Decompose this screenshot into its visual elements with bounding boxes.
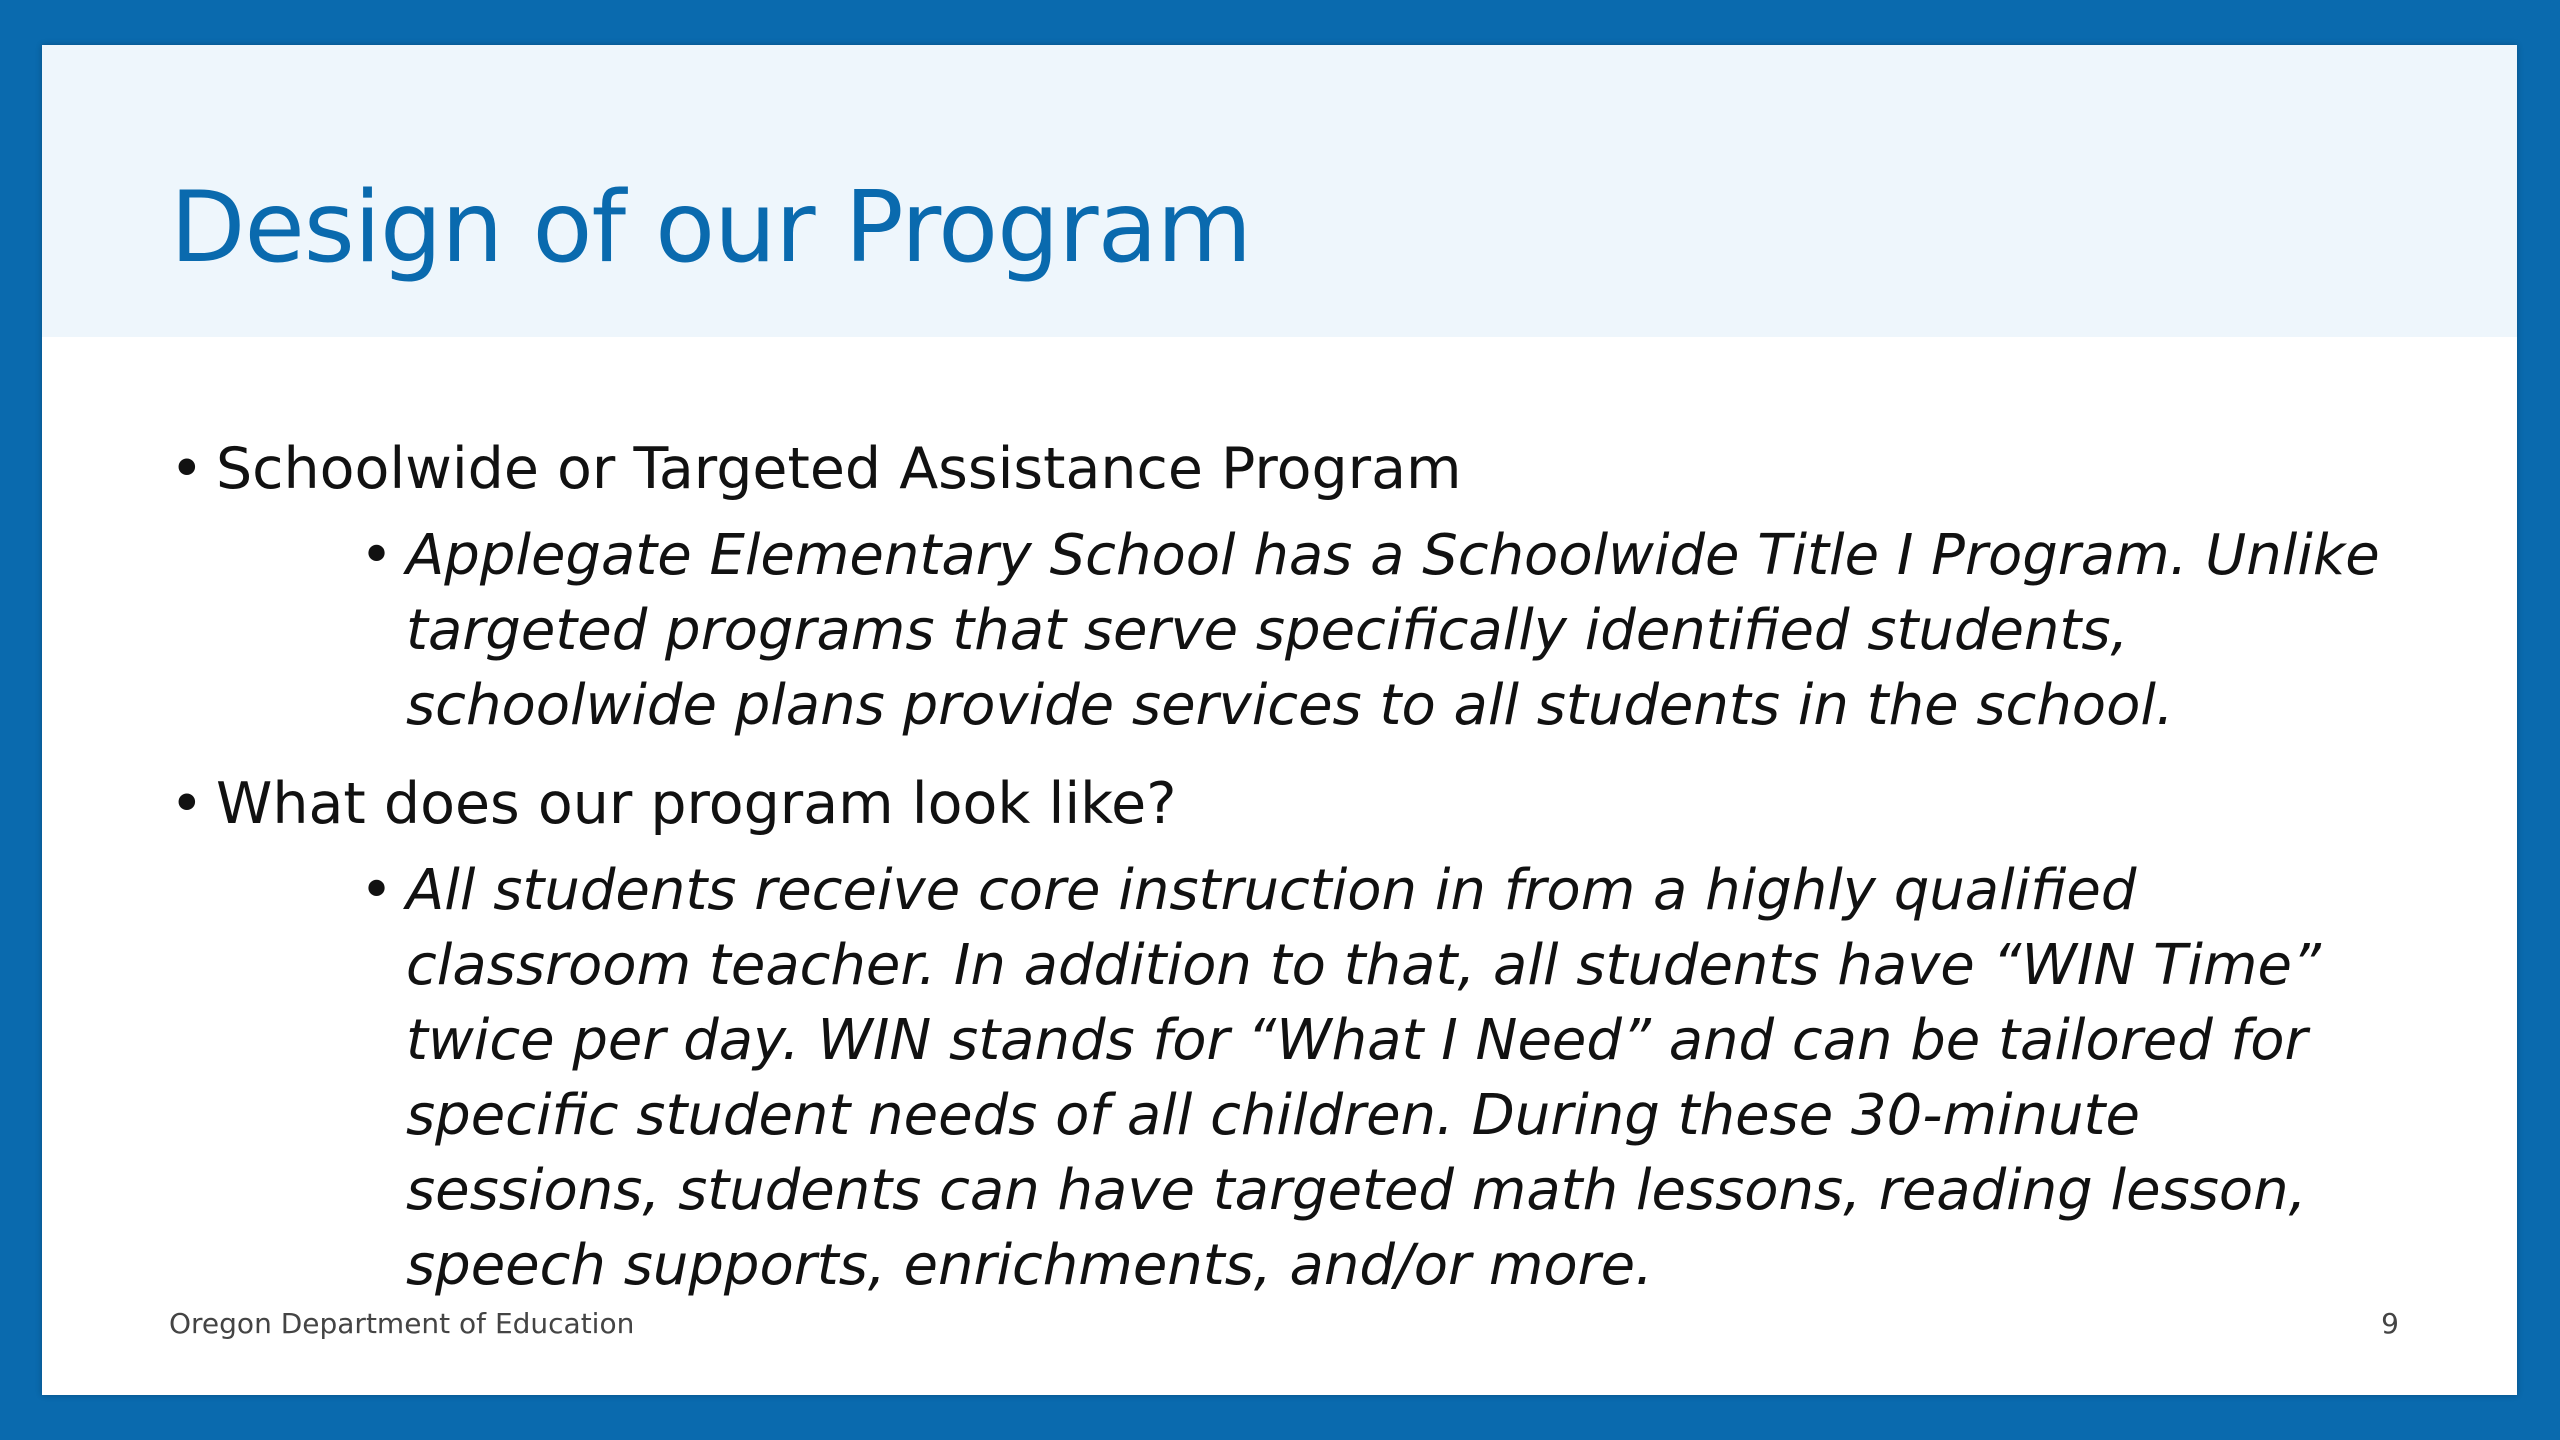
bullet-icon: •	[170, 771, 204, 837]
bullet-icon: •	[360, 523, 394, 588]
bullet-heading: Schoolwide or Targeted Assistance Program	[216, 436, 1462, 502]
page-number: 9	[2381, 1307, 2399, 1340]
bullet-item-program-type	[170, 430, 2420, 508]
bullet-heading: What does our program look like?	[216, 771, 1177, 837]
sub-bullet-schoolwide-detail	[360, 518, 2396, 743]
slide-title: Design of our Program	[170, 171, 1252, 285]
slide	[42, 45, 2517, 1395]
sub-bullet-text: Applegate Elementary School has a Schoolwide Title I Program. Unlike targeted programs that serve specifically identified students, schoolwide plans provide services to all students in the school.	[406, 523, 2380, 738]
sub-bullet-text: All students receive core instruction in from a highly qualified classroom teacher. In addition to that, all students have “WIN Time” twice per day. WIN stands for “What I Need” and can be tailored for specific student needs of all children. During these 30-minute sessions, students can have targeted math lessons, reading lesson, speech supports, enrichments, and/or more.	[406, 858, 2321, 1298]
bullet-icon: •	[170, 436, 204, 502]
slide-body	[170, 430, 2420, 1303]
bullet-icon: •	[360, 858, 394, 923]
title-band	[42, 45, 2517, 337]
bullet-item-program-look	[170, 765, 2420, 843]
sub-bullet-win-time-detail	[360, 853, 2396, 1303]
slide-footer: Oregon Department of Education	[169, 1307, 635, 1340]
